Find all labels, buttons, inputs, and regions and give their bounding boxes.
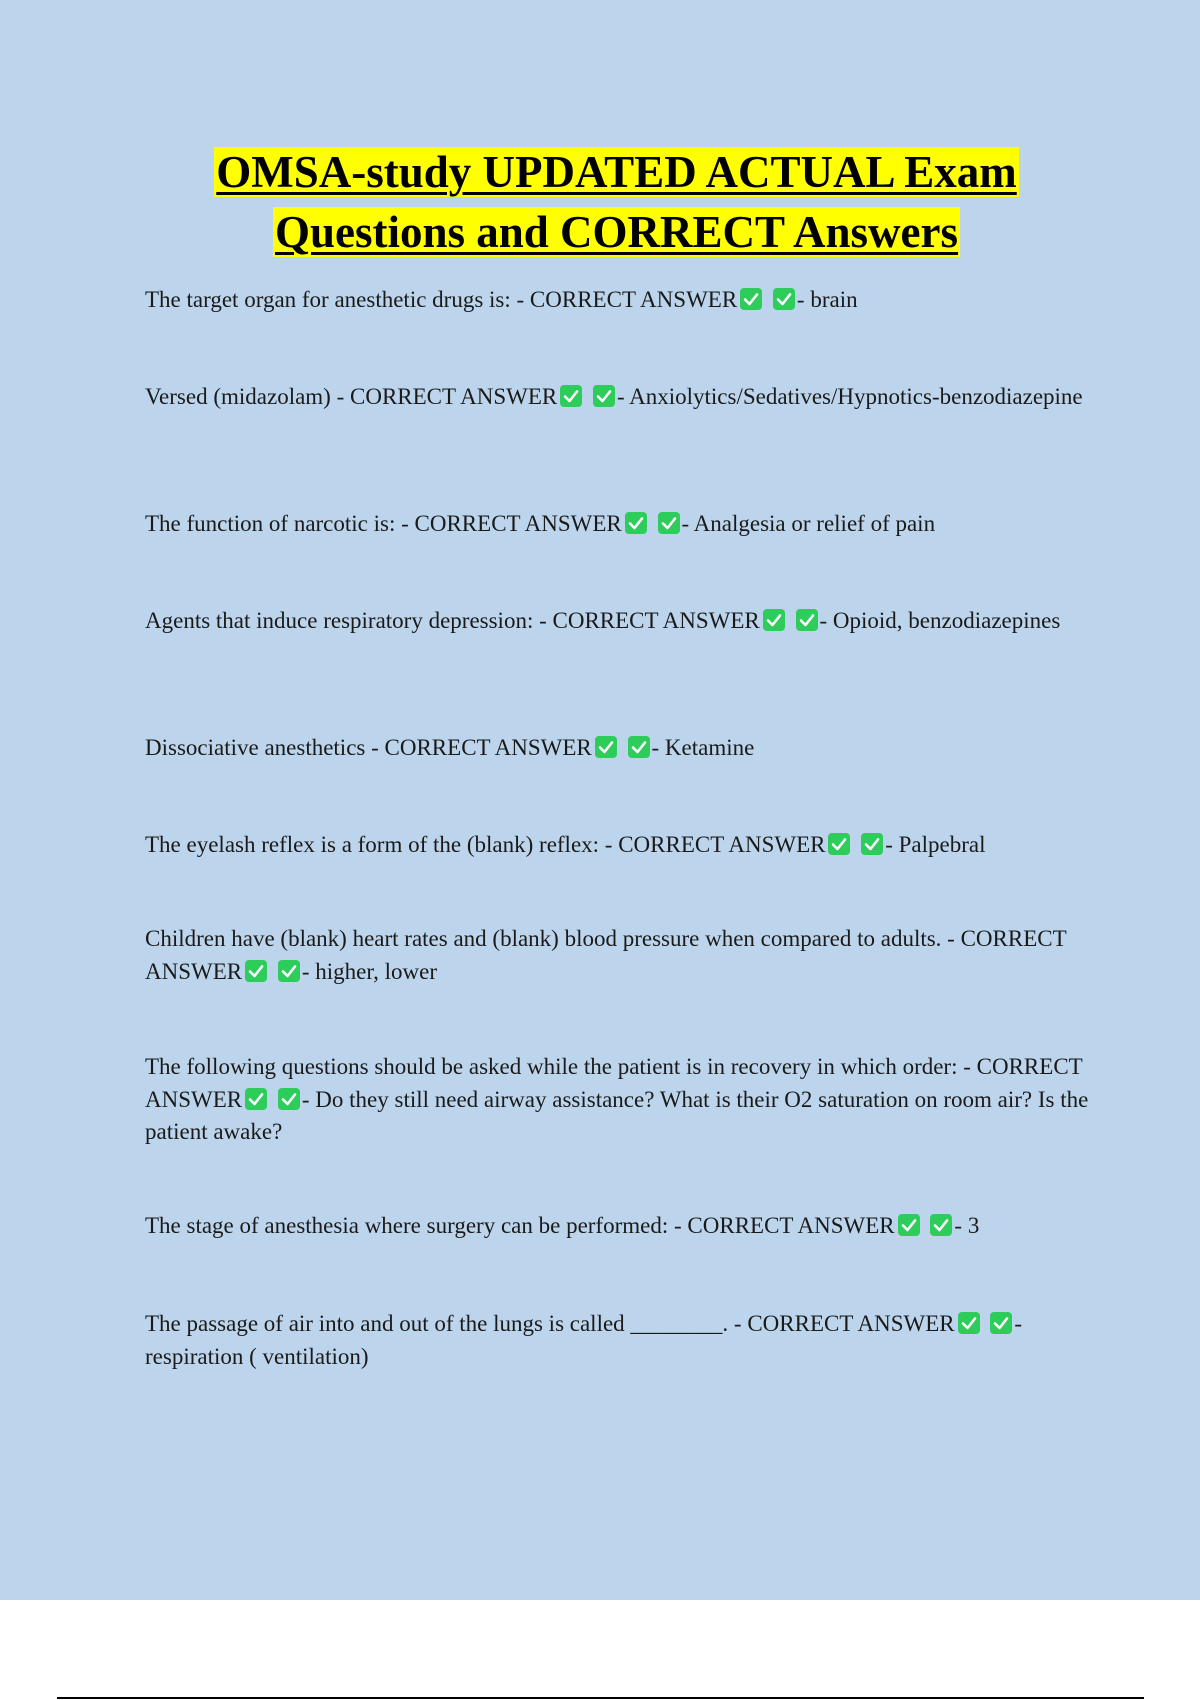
title-line-1: OMSA-study UPDATED ACTUAL Exam (216, 147, 1017, 197)
footer-divider (57, 1697, 1144, 1699)
green-check-box-icon (990, 1312, 1012, 1334)
question-text: Agents that induce respiratory depression: - CORRECT ANSWER (145, 608, 760, 633)
qa-item (145, 923, 1090, 988)
question-text: The function of narcotic is: - CORRECT ANSWER (145, 511, 622, 536)
answer-text: - Ketamine (651, 735, 755, 760)
green-check-box-icon (245, 1088, 267, 1110)
green-check-box-icon (658, 512, 680, 534)
green-check-box-icon (763, 609, 785, 631)
answer-text: - higher, lower (301, 958, 437, 984)
green-check-box-icon (740, 288, 762, 310)
question-text: The passage of air into and out of the lungs is called ________. - CORRECT ANSWER (145, 1311, 955, 1336)
green-check-box-icon (560, 385, 582, 407)
green-check-box-icon (861, 833, 883, 855)
qa-item (145, 381, 1090, 414)
green-check-box-icon (828, 833, 850, 855)
answer-text: - Palpebral (885, 832, 986, 857)
qa-item (145, 1308, 1090, 1373)
green-check-box-icon (958, 1312, 980, 1334)
green-check-box-icon (796, 609, 818, 631)
answer-text: - 3 (954, 1213, 980, 1238)
qa-item (145, 732, 1090, 765)
green-check-box-icon (930, 1214, 952, 1236)
green-check-box-icon (593, 385, 615, 407)
green-check-box-icon (245, 960, 267, 982)
title-line-2: Questions and CORRECT Answers (274, 207, 959, 257)
question-text: The following questions should be asked while the patient is in recovery in which order: - CORRECT ANSWER (145, 1054, 1083, 1112)
question-text: The stage of anesthesia where surgery can be performed: - CORRECT ANSWER (145, 1213, 895, 1238)
green-check-box-icon (898, 1214, 920, 1236)
green-check-box-icon (278, 960, 300, 982)
qa-item (145, 284, 1090, 317)
answer-text: - respiration ( ventilation) (145, 1311, 1023, 1369)
qa-item (145, 1051, 1090, 1149)
answer-text: - Opioid, benzodiazepines (819, 608, 1061, 633)
qa-item (145, 829, 1090, 862)
question-text: Versed (midazolam) - CORRECT ANSWER (145, 384, 558, 409)
green-check-box-icon (595, 736, 617, 758)
green-check-box-icon (628, 736, 650, 758)
answer-text: - Analgesia or relief of pain (681, 511, 936, 536)
green-check-box-icon (773, 288, 795, 310)
answer-text: - Anxiolytics/Sedatives/Hypnotics-benzodiazepine (617, 384, 1083, 409)
question-text: Dissociative anesthetics - CORRECT ANSWER (145, 735, 592, 760)
green-check-box-icon (278, 1088, 300, 1110)
page-title (100, 142, 1133, 262)
question-text: The eyelash reflex is a form of the (blank) reflex: - CORRECT ANSWER (145, 832, 826, 857)
question-text: Children have (blank) heart rates and (blank) blood pressure when compared to adults. - CORRECT ANSWER (145, 926, 1067, 984)
answer-text: - brain (796, 287, 858, 312)
green-check-box-icon (625, 512, 647, 534)
qa-item (145, 1210, 1090, 1243)
question-text: The target organ for anesthetic drugs is: - CORRECT ANSWER (145, 287, 738, 312)
qa-item (145, 508, 1090, 541)
qa-item (145, 605, 1090, 638)
answer-text: - Do they still need airway assistance? What is their O2 saturation on room air? Is the patient awake? (145, 1086, 1089, 1144)
